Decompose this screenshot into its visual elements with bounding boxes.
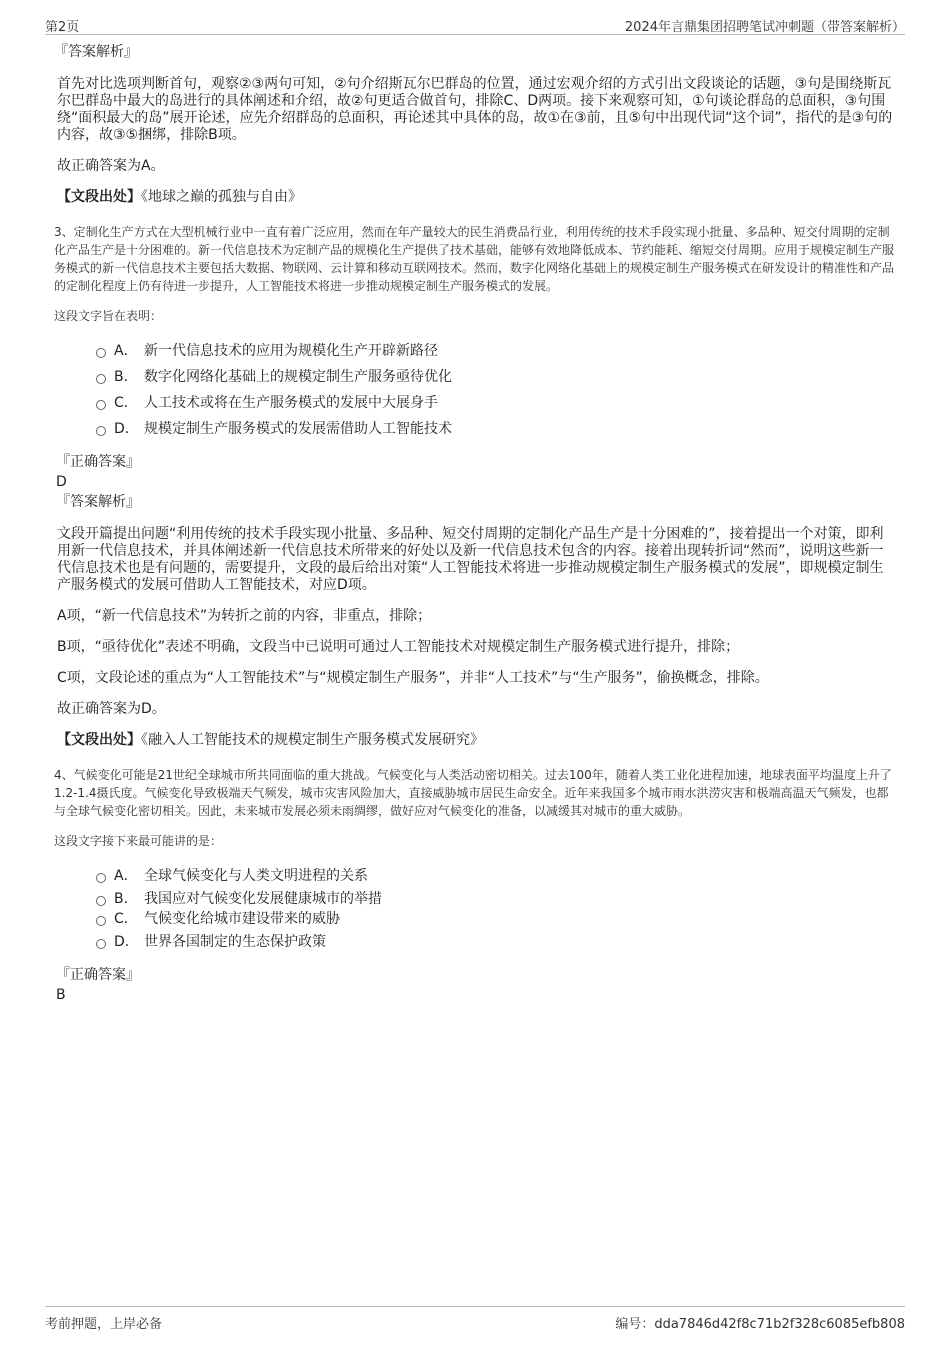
q2-conclusion: 故正确答案为A。 <box>57 158 165 174</box>
q3-analysis-a: A项，“新一代信息技术”为转折之前的内容，非重点，排除； <box>57 608 432 624</box>
radio-icon[interactable] <box>96 348 106 358</box>
q3-conclusion: 故正确答案为D。 <box>57 701 166 717</box>
q4-text: 4、气候变化可能是21世纪全球城市所共同面临的重大挑战。气候变化与人类活动密切相关。过去100年，随着人类工业化进程加速，地球表面平均温度上升了1.2-1.4摄氏度。气候变化导致极端天气频发，城市灾害风险加大，直接威胁城市居民生命安全。近年来我国多个城市雨水洪涝灾害和极端高温天气频发，也都与全球气候变化密切相关。因此，未来城市发展必须未雨绸缪，做好应对气候变化的准备，以减缓其对城市的重大威胁。 <box>54 768 892 818</box>
option-letter: C． <box>114 911 138 927</box>
q3-option-a[interactable] <box>96 338 896 364</box>
option-text: 气候变化给城市建设带来的威胁 <box>144 911 340 927</box>
radio-icon[interactable] <box>96 896 106 906</box>
option-letter: B． <box>114 369 138 385</box>
option-text: 规模定制生产服务模式的发展需借助人工智能技术 <box>144 421 452 437</box>
q4-prompt: 这段文字接下来最可能讲的是： <box>54 834 223 848</box>
option-text: 人工技术或将在生产服务模式的发展中大展身手 <box>144 395 438 411</box>
q3-analysis-c: C项，文段论述的重点为“人工智能技术”与“规模定制生产服务”，并非“人工技术”与“生产服务”，偷换概念，排除。 <box>57 670 769 686</box>
q3-answer: D <box>56 474 67 490</box>
q3-analysis-label: 『答案解析』 <box>56 494 140 510</box>
option-text: 世界各国制定的生态保护政策 <box>144 934 326 950</box>
q4-answer: B <box>56 987 66 1003</box>
document-id: 编号：dda7846d42f8c71b2f328c6085efb808 <box>615 1317 905 1332</box>
option-letter: A． <box>114 868 138 884</box>
option-text: 全球气候变化与人类文明进程的关系 <box>144 868 368 884</box>
page-number: 第2页 <box>45 20 80 35</box>
q4-options <box>96 863 896 955</box>
option-letter: B． <box>114 891 138 907</box>
option-letter: D． <box>114 934 139 950</box>
q3-text: 3、定制化生产方式在大型机械行业中一直有着广泛应用，然而在年产量较大的民生消费品行业，利用传统的技术手段实现小批量、多品种、短交付周期的定制化产品生产是十分困难的。新一代信息技术为定制产品的规模化生产提供了技术基础，能够有效地降低成本、节约能耗、缩短交付周期。应用于规模定制生产服务模式的新一代信息技术主要包括大数据、物联网、云计算和移动互联网技术。然而，数字化网络化基础上的规模定制生产服务模式在研发设计的精准性和产品的定制化程度上仍有待进一步提升，人工智能技术将进一步推动规模定制生产服务模式的发展。 <box>54 225 895 293</box>
q3-option-d[interactable] <box>96 416 896 442</box>
option-text: 新一代信息技术的应用为规模化生产开辟新路径 <box>144 343 438 359</box>
q3-analysis-b: B项，“亟待优化”表述不明确，文段当中已说明可通过人工智能技术对规模定制生产服务模式进行提升，排除； <box>57 639 740 655</box>
document-title: 2024年言鼎集团招聘笔试冲刺题（带答案解析） <box>624 20 905 35</box>
q4-option-a[interactable] <box>96 863 896 889</box>
q3-source-title: 《融入人工智能技术的规模定制生产服务模式发展研究》 <box>141 732 484 748</box>
q2-source-title: 《地球之巅的孤独与自由》 <box>141 189 302 205</box>
q3-prompt: 这段文字旨在表明： <box>54 309 163 323</box>
q4-option-d[interactable] <box>96 929 896 955</box>
q3-source-label: 【文段出处】 <box>57 732 141 748</box>
q3-option-b[interactable] <box>96 364 896 390</box>
q3-answer-label: 『正确答案』 <box>56 454 140 470</box>
radio-icon[interactable] <box>96 400 106 410</box>
radio-icon[interactable] <box>96 374 106 384</box>
q3-analysis-text: 文段开篇提出问题“利用传统的技术手段实现小批量、多品种、短交付周期的定制化产品生产是十分困难的”，接着提出一个对策，即利用新一代信息技术，并具体阐述新一代信息技术所带来的好处以及新一代信息技术包含的内容。接着出现转折词“然而”，说明这些新一代信息技术也是有问题的，需要提升，文段的最后给出对策“人工智能技术将进一步推动规模定制生产服务模式的发展”，即规模定制生产服务模式的发展可借助人工智能技术，对应D项。 <box>57 526 884 593</box>
page-footer <box>45 1306 905 1332</box>
q4-answer-label: 『正确答案』 <box>56 967 140 983</box>
page-content <box>54 42 896 1005</box>
q4-option-c[interactable] <box>96 909 896 929</box>
q3-source <box>57 730 896 750</box>
q3-options <box>96 338 896 442</box>
radio-icon[interactable] <box>96 939 106 949</box>
q4-option-b[interactable] <box>96 889 896 909</box>
radio-icon[interactable] <box>96 916 106 926</box>
footer-slogan: 考前押题，上岸必备 <box>45 1317 163 1332</box>
option-letter: C． <box>114 395 138 411</box>
q3-option-c[interactable] <box>96 390 896 416</box>
q2-analysis-label: 『答案解析』 <box>54 44 138 60</box>
option-text: 数字化网络化基础上的规模定制生产服务亟待优化 <box>144 369 452 385</box>
q2-source <box>57 187 896 207</box>
radio-icon[interactable] <box>96 426 106 436</box>
radio-icon[interactable] <box>96 873 106 883</box>
option-letter: A． <box>114 343 138 359</box>
option-letter: D． <box>114 421 139 437</box>
option-text: 我国应对气候变化发展健康城市的举措 <box>144 891 382 907</box>
q2-source-label: 【文段出处】 <box>57 189 141 205</box>
q2-analysis-text: 首先对比选项判断首句，观察②③两句可知，②句介绍斯瓦尔巴群岛的位置，通过宏观介绍的方式引出文段谈论的话题，③句是围绕斯瓦尔巴群岛中最大的岛进行的具体阐述和介绍，故②句更适合做首句，排除C、D两项。接下来观察可知，①句谈论群岛的总面积，③句围绕“面积最大的岛”展开论述，应先介绍群岛的总面积，再论述其中具体的岛，故①在③前，且⑤句中出现代词“这个词”，指代的是③句的内容，故③⑤捆绑，排除B项。 <box>57 76 893 143</box>
page-header <box>45 14 905 35</box>
